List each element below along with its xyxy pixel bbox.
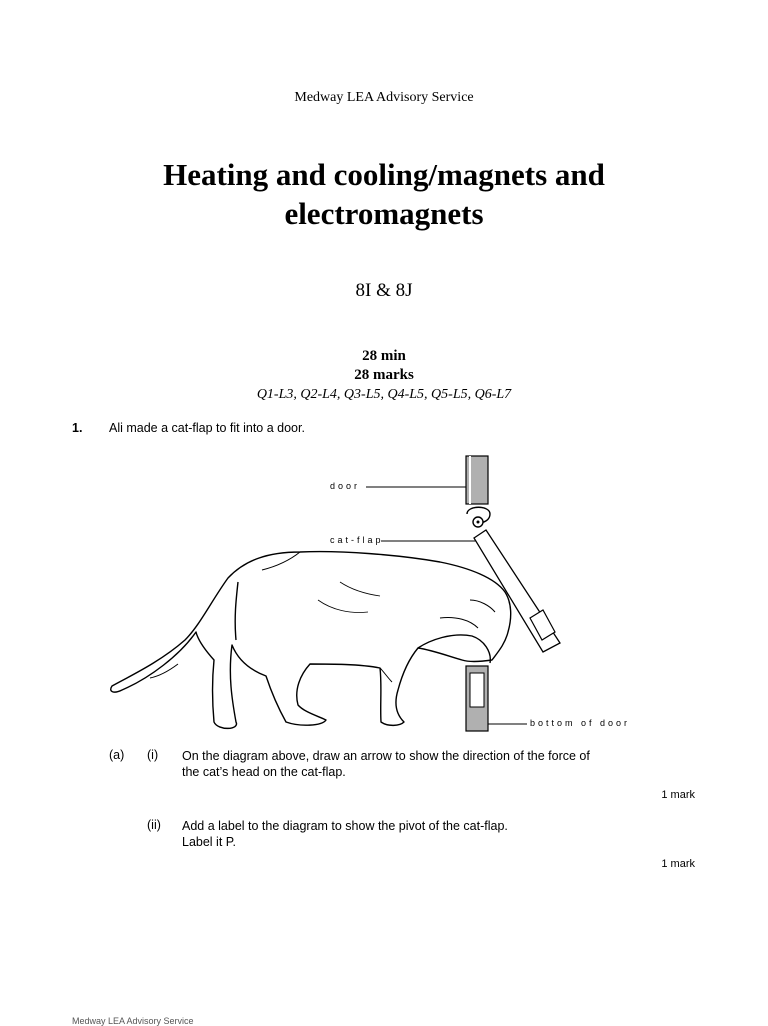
hinge-icon — [467, 507, 490, 527]
door-label: door — [330, 481, 361, 491]
part-ii-label: (ii) — [147, 818, 161, 832]
part-ii-line-1: Add a label to the diagram to show the pivot of the cat-flap. — [182, 819, 508, 833]
part-ii-text — [182, 818, 652, 850]
question-text: Ali made a cat-flap to fit into a door. — [109, 421, 305, 435]
part-i-text — [182, 748, 652, 780]
door-bottom — [466, 666, 488, 731]
door-upper — [466, 456, 488, 504]
duration-marks: 28 marks — [354, 367, 414, 383]
part-i-label: (i) — [147, 748, 159, 762]
units-code: 8I & 8J — [355, 280, 413, 301]
page-footer: Medway LEA Advisory Service — [72, 1016, 194, 1026]
part-a-label: (a) — [109, 748, 125, 762]
cat-flap-diagram — [0, 440, 768, 740]
part-i-mark: 1 mark — [661, 789, 695, 801]
level-list: Q1-L3, Q2-L4, Q3-L5, Q4-L5, Q5-L5, Q6-L7 — [256, 387, 512, 402]
cat-illustration — [111, 552, 511, 729]
bottom-of-door-label: bottom of door — [530, 718, 631, 728]
part-i-line-1: On the diagram above, draw an arrow to show the direction of the force of — [182, 749, 590, 763]
part-ii-mark: 1 mark — [661, 858, 695, 870]
page-title: Heating and cooling/magnets and electromagnets — [163, 157, 605, 231]
part-i-line-2: the cat’s head on the cat-flap. — [182, 765, 346, 779]
duration-time: 28 min — [362, 348, 406, 364]
question-number: 1. — [72, 421, 83, 435]
duration-block — [0, 347, 768, 385]
service-name: Medway LEA Advisory Service — [294, 90, 474, 105]
cat-flap-label: cat-flap — [330, 535, 384, 545]
part-ii-line-2: Label it P. — [182, 835, 236, 849]
